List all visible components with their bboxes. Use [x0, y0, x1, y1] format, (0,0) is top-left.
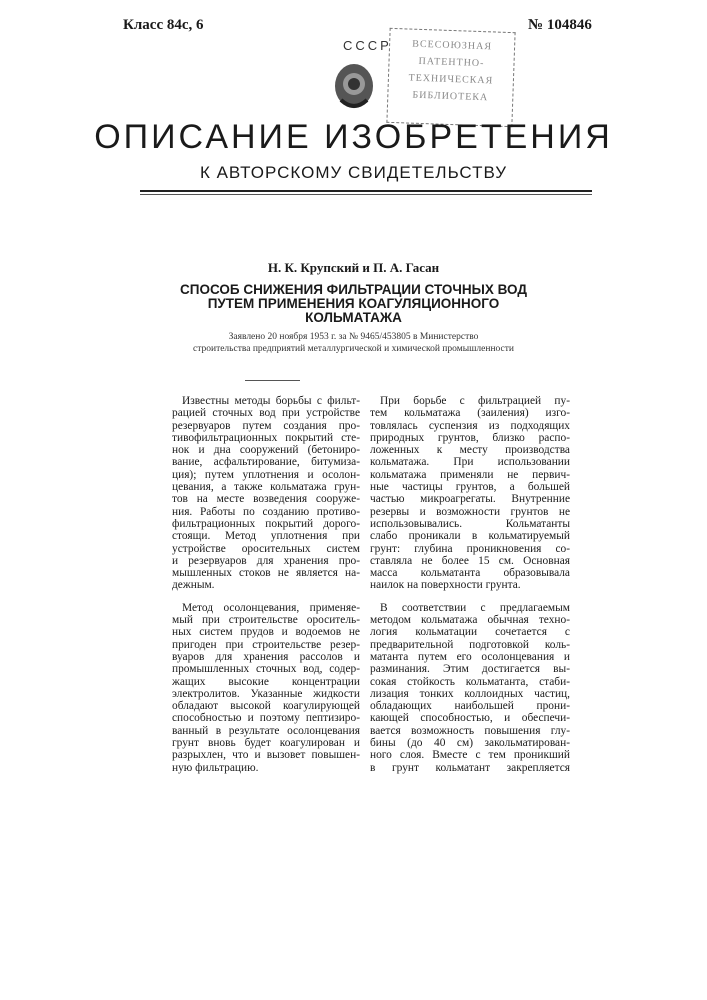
library-stamp: [386, 28, 515, 127]
text-line: природных грунтов, близко распо-: [370, 432, 570, 444]
text-line: товлялась суспензия из подходящих: [370, 420, 570, 432]
text-line: частью микроагрегаты. Внутренние: [370, 493, 570, 505]
filing-info: [0, 331, 707, 355]
text-line: матанта путем его осолонцевания и: [370, 651, 570, 663]
text-line: Известны методы борьбы с фильт-: [172, 395, 360, 407]
text-line: разминания. Этим достигается вы-: [370, 663, 570, 675]
text-line: ния. Работы по созданию противо-: [172, 506, 360, 518]
filing-line: строительства предприятий металлургической и химической промышленности: [0, 343, 707, 355]
title-line: СПОСОБ СНИЖЕНИЯ ФИЛЬТРАЦИИ СТОЧНЫХ ВОД: [0, 283, 707, 297]
text-line: логия кольматации сочетается с: [370, 626, 570, 638]
text-line: цевания, а также кольматажа грун-: [172, 481, 360, 493]
patent-title: [0, 283, 707, 325]
text-line: При борьбе с фильтрацией пу-: [370, 395, 570, 407]
text-line: резервы и возможности грунтов не: [370, 506, 570, 518]
text-line: масса кольматанта образовывала: [370, 567, 570, 579]
text-line: грунт: глубина проникновения со-: [370, 543, 570, 555]
country-label: СССР: [343, 38, 392, 53]
text-line: лизация тонких коллоидных частиц,: [370, 688, 570, 700]
text-line: способностью и поэтому пептизиро-: [172, 712, 360, 724]
text-line: ного слоя. Вместе с тем проникший: [370, 749, 570, 761]
text-line: резервуаров путем создания про-: [172, 420, 360, 432]
stamp-line: БИБЛИОТЕКА: [388, 86, 513, 107]
text-line: грунт вновь будет коагулирован и: [172, 737, 360, 749]
text-line: наилок на поверхности грунта.: [370, 579, 570, 591]
paragraph: [370, 602, 570, 774]
text-line: промышленных сточных вод, содер-: [172, 663, 360, 675]
paragraph: [172, 602, 360, 774]
text-line: предварительной подготовкой коль-: [370, 639, 570, 651]
text-line: разрыхлен, что и вызовет повышен-: [172, 749, 360, 761]
text-line: устройстве оросительных систем: [172, 543, 360, 555]
class-label: Класс 84с, 6: [123, 17, 204, 34]
text-line: бины (до 40 см) закольматирован-: [370, 737, 570, 749]
text-line: тем кольматажа (заиления) изго-: [370, 407, 570, 419]
text-line: кающей способностью, и обеспечи-: [370, 712, 570, 724]
text-line: мый при строительстве ороситель-: [172, 614, 360, 626]
text-line: в грунт кольматант закрепляется: [370, 762, 570, 774]
paragraph: [370, 395, 570, 592]
stamp-line: ПАТЕНТНО-: [389, 52, 514, 73]
text-line: мышленных стоков не является на-: [172, 567, 360, 579]
text-line: ные частицы грунтов, а большей: [370, 481, 570, 493]
text-line: ную фильтрацию.: [172, 762, 360, 774]
text-line: нок и дна сооружений (бетониро-: [172, 444, 360, 456]
patent-number: № 104846: [528, 17, 592, 34]
text-line: вание, асфальтирование, битумиза-: [172, 456, 360, 468]
text-line: Метод осолонцевания, применяе-: [172, 602, 360, 614]
text-line: сокая стойкость кольматанта, стаби-: [370, 676, 570, 688]
text-line: ванный в результате осолонцевания: [172, 725, 360, 737]
document-subtitle: К АВТОРСКОМУ СВИДЕТЕЛЬСТВУ: [0, 163, 707, 183]
text-line: электролитов. Указанные жидкости: [172, 688, 360, 700]
text-line: фильтрационных покрытий дорого-: [172, 518, 360, 530]
text-line: методом кольматажа обычная техно-: [370, 614, 570, 626]
text-line: кольматажа. При использовании: [370, 456, 570, 468]
right-column: [370, 395, 570, 784]
paragraph: [172, 395, 360, 592]
text-line: кольматажа применяли не первич-: [370, 469, 570, 481]
stamp-line: ТЕХНИЧЕСКАЯ: [389, 69, 514, 90]
text-line: обладают высокой коагулирующей: [172, 700, 360, 712]
divider: [140, 194, 592, 195]
text-line: тивофильтрационных покрытий сте-: [172, 432, 360, 444]
text-line: обладающих наибольшей прони-: [370, 700, 570, 712]
title-line: ПУТЕМ ПРИМЕНЕНИЯ КОАГУЛЯЦИОННОГО: [0, 297, 707, 311]
document-title: ОПИСАНИЕ ИЗОБРЕТЕНИЯ: [0, 118, 707, 157]
divider: [245, 380, 300, 381]
text-line: ных систем прудов и водоемов не: [172, 626, 360, 638]
text-line: ция); путем уплотнения и осолон-: [172, 469, 360, 481]
text-line: и резервуаров для хранения про-: [172, 555, 360, 567]
title-line: КОЛЬМАТАЖА: [0, 311, 707, 325]
text-line: рацией сточных вод при устройстве: [172, 407, 360, 419]
authors: Н. К. Крупский и П. А. Гасан: [0, 260, 707, 276]
text-line: вается возможность повышения глу-: [370, 725, 570, 737]
text-line: ложенных к месту производства: [370, 444, 570, 456]
left-column: [172, 395, 360, 784]
text-line: тов на месте возведения сооруже-: [172, 493, 360, 505]
text-line: использовывались. Кольматанты: [370, 518, 570, 530]
text-line: слабо проникали в кольматируемый: [370, 530, 570, 542]
filing-line: Заявлено 20 ноября 1953 г. за № 9465/453805 в Министерство: [0, 331, 707, 343]
patent-page: [0, 0, 707, 1000]
divider: [140, 190, 592, 192]
text-line: В соответствии с предлагаемым: [370, 602, 570, 614]
text-line: стоящи. Метод уплотнения при: [172, 530, 360, 542]
text-line: вуаров для хранения рассолов и: [172, 651, 360, 663]
ussr-emblem-icon: [333, 60, 375, 114]
text-line: жащих высокие концентрации: [172, 676, 360, 688]
text-line: пригоден при строительстве резер-: [172, 639, 360, 651]
text-line: ставляла не более 15 см. Основная: [370, 555, 570, 567]
stamp-line: ВСЕСОЮЗНАЯ: [390, 35, 515, 56]
text-line: дежным.: [172, 579, 360, 591]
